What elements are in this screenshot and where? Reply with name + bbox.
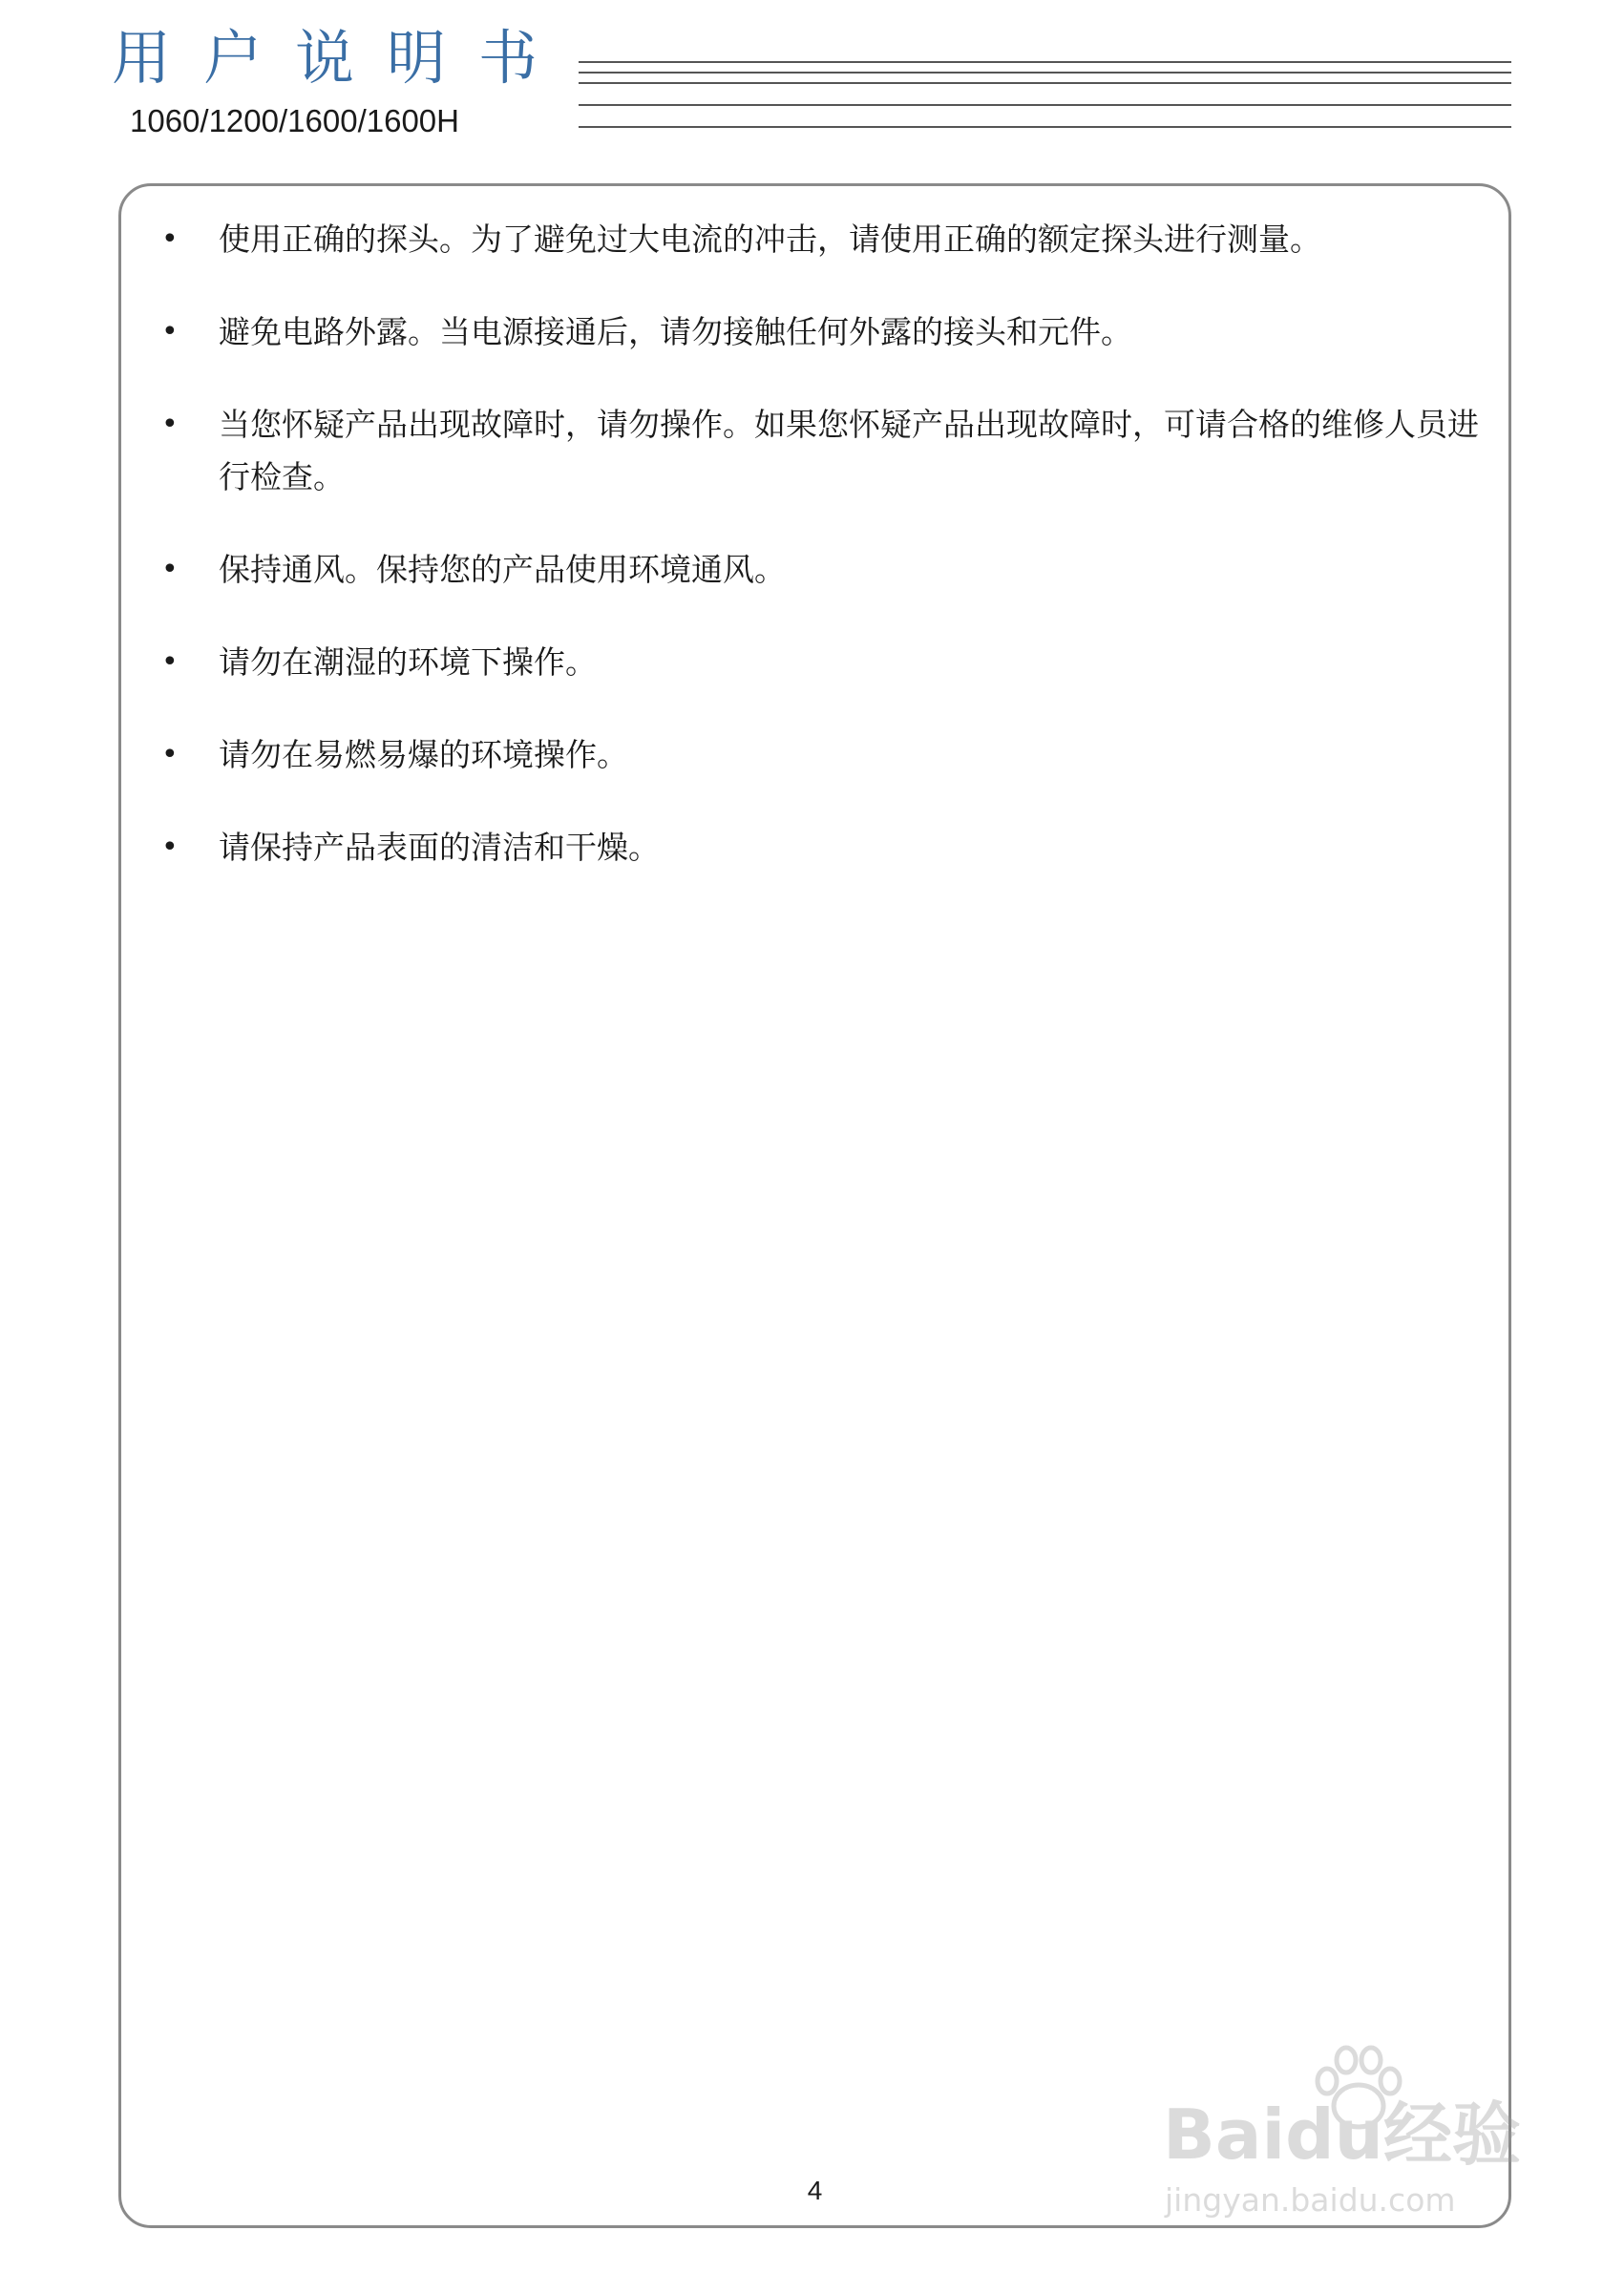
note-text: 请勿在潮湿的环境下操作。 — [219, 643, 597, 681]
note-text: 请保持产品表面的清洁和干燥。 — [219, 829, 660, 866]
header-rules — [579, 61, 1511, 130]
header-rule — [579, 82, 1511, 84]
bullet-icon: • — [161, 315, 179, 348]
list-item — [161, 636, 1479, 688]
bullet-icon: • — [161, 738, 179, 771]
note-text: 当您怀疑产品出现故障时，请勿操作。如果您怀疑产品出现故障时，可请合格的维修人员进行检查。 — [219, 406, 1479, 495]
bullet-icon: • — [161, 408, 179, 441]
list-item — [161, 821, 1479, 873]
header-rule — [579, 72, 1511, 74]
page-number: 4 — [807, 2176, 823, 2205]
document-title: 用户说明书 — [112, 23, 571, 93]
header-rule — [579, 61, 1511, 63]
header-rule — [579, 126, 1511, 128]
note-text: 使用正确的探头。为了避免过大电流的冲击，请使用正确的额定探头进行测量。 — [219, 221, 1321, 258]
bullet-icon: • — [161, 222, 179, 256]
note-text: 请勿在易燃易爆的环境操作。 — [219, 736, 628, 773]
watermark-brand: Baidu经验 — [1163, 2094, 1521, 2175]
header-rule — [579, 104, 1511, 106]
list-item — [161, 728, 1479, 781]
list-item — [161, 543, 1479, 596]
watermark-url: jingyan.baidu.com — [1165, 2181, 1456, 2219]
page-header — [0, 0, 1624, 162]
note-text: 保持通风。保持您的产品使用环境通风。 — [219, 551, 786, 588]
bullet-icon: • — [161, 831, 179, 864]
bullet-icon: • — [161, 645, 179, 679]
model-numbers: 1060/1200/1600/1600H — [130, 103, 459, 138]
safety-notes-list — [161, 213, 1479, 914]
list-item — [161, 213, 1479, 265]
list-item — [161, 305, 1479, 358]
bullet-icon: • — [161, 553, 179, 586]
watermark — [1163, 2043, 1545, 2224]
content-box — [118, 183, 1511, 2228]
note-text: 避免电路外露。当电源接通后，请勿接触任何外露的接头和元件。 — [219, 313, 1132, 350]
list-item — [161, 398, 1479, 503]
